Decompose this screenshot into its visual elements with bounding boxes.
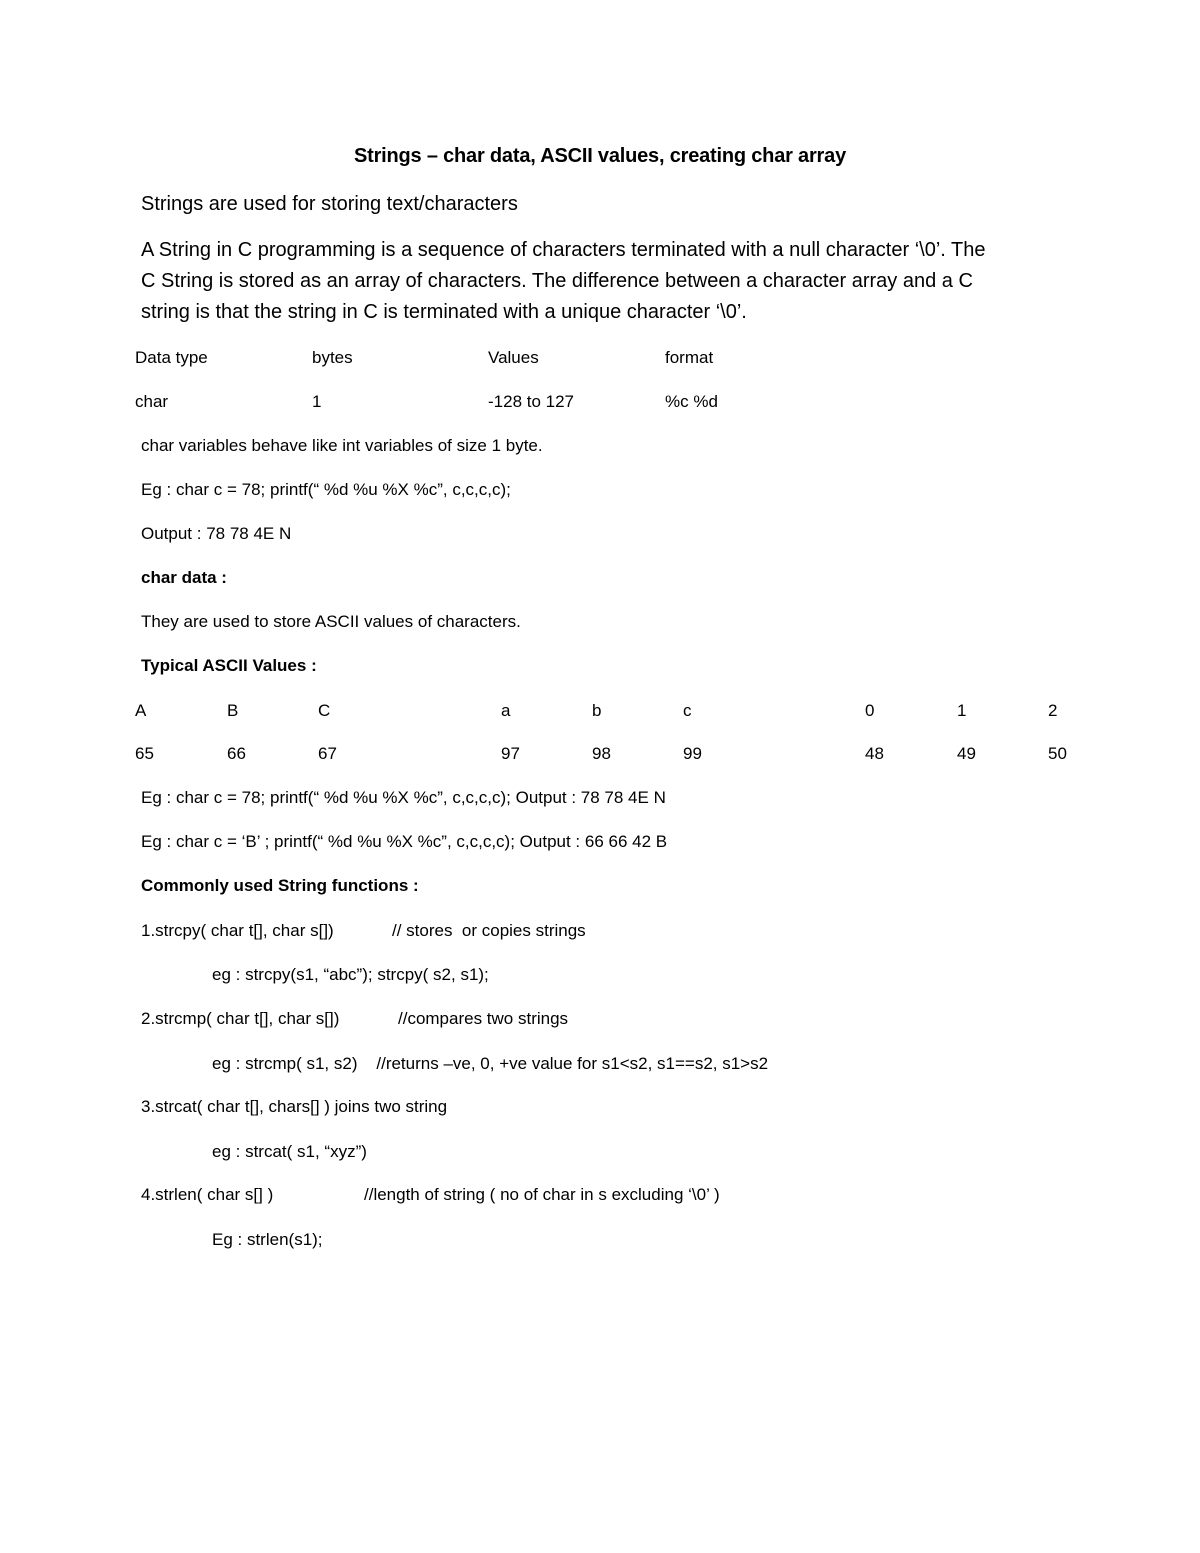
ascii-char: 1 [957,701,967,720]
char-data-heading: char data : [141,568,227,587]
ascii-code: 67 [318,744,337,763]
intro-text: Strings are used for storing text/characters [141,193,518,215]
type-table-header: Data type [135,348,208,367]
example-line: Eg : char c = 78; printf(“ %d %u %X %c”, c,c,c,c); Output : 78 78 4E N [141,788,666,807]
paragraph-line: A String in C programming is a sequence of characters terminated with a null character ‘\0’. The [141,239,986,261]
page-title: Strings – char data, ASCII values, creating char array [353,145,846,167]
ascii-code: 49 [957,744,976,763]
paragraph-line: string is that the string in C is terminated with a unique character ‘\0’. [141,301,747,323]
ascii-code: 66 [227,744,246,763]
function-example: eg : strcpy(s1, “abc”); strcpy( s2, s1); [212,965,489,984]
function-example: eg : strcmp( s1, s2) //returns –ve, 0, +ve value for s1<s2, s1==s2, s1>s2 [212,1054,769,1073]
output-line: Output : 78 78 4E N [141,524,292,543]
type-table-cell: char [135,392,169,411]
ascii-char: c [683,701,692,720]
paragraph-line: C String is stored as an array of characters. The difference between a character array and a C [141,270,973,292]
function-signature: 4.strlen( char s[] ) [141,1185,274,1204]
ascii-char: A [135,701,147,720]
type-table-cell: 1 [312,392,322,411]
ascii-code: 48 [865,744,884,763]
ascii-char: 2 [1048,701,1058,720]
functions-heading: Commonly used String functions : [141,876,419,895]
char-data-text: They are used to store ASCII values of characters. [141,612,521,631]
function-comment: //compares two strings [398,1009,569,1028]
function-signature: 2.strcmp( char t[], char s[]) [141,1009,340,1028]
type-table-header: Values [488,348,539,367]
ascii-code: 98 [592,744,611,763]
ascii-char: b [592,701,602,720]
type-table-cell: %c %d [665,392,718,411]
ascii-heading: Typical ASCII Values : [141,656,317,675]
function-example: Eg : strlen(s1); [212,1230,323,1249]
ascii-char: 0 [865,701,875,720]
ascii-char: C [318,701,331,720]
ascii-code: 50 [1048,744,1067,763]
function-signature: 3.strcat( char t[], chars[] ) joins two string [141,1097,448,1116]
type-table-header: format [665,348,714,367]
function-comment: // stores or copies strings [392,921,586,940]
ascii-code: 65 [135,744,154,763]
ascii-char: B [227,701,239,720]
function-example: eg : strcat( s1, “xyz”) [212,1142,367,1161]
function-comment: //length of string ( no of char in s excluding ‘\0’ ) [364,1185,720,1204]
ascii-char: a [501,701,511,720]
char-note: char variables behave like int variables of size 1 byte. [141,436,543,455]
type-table-cell: -128 to 127 [488,392,575,411]
type-table-header: bytes [312,348,353,367]
example-line: Eg : char c = 78; printf(“ %d %u %X %c”, c,c,c,c); [141,480,511,499]
ascii-code: 99 [683,744,702,763]
ascii-code: 97 [501,744,520,763]
function-signature: 1.strcpy( char t[], char s[]) [141,921,334,940]
example-line: Eg : char c = ‘B’ ; printf(“ %d %u %X %c”, c,c,c,c); Output : 66 66 42 B [141,832,668,851]
